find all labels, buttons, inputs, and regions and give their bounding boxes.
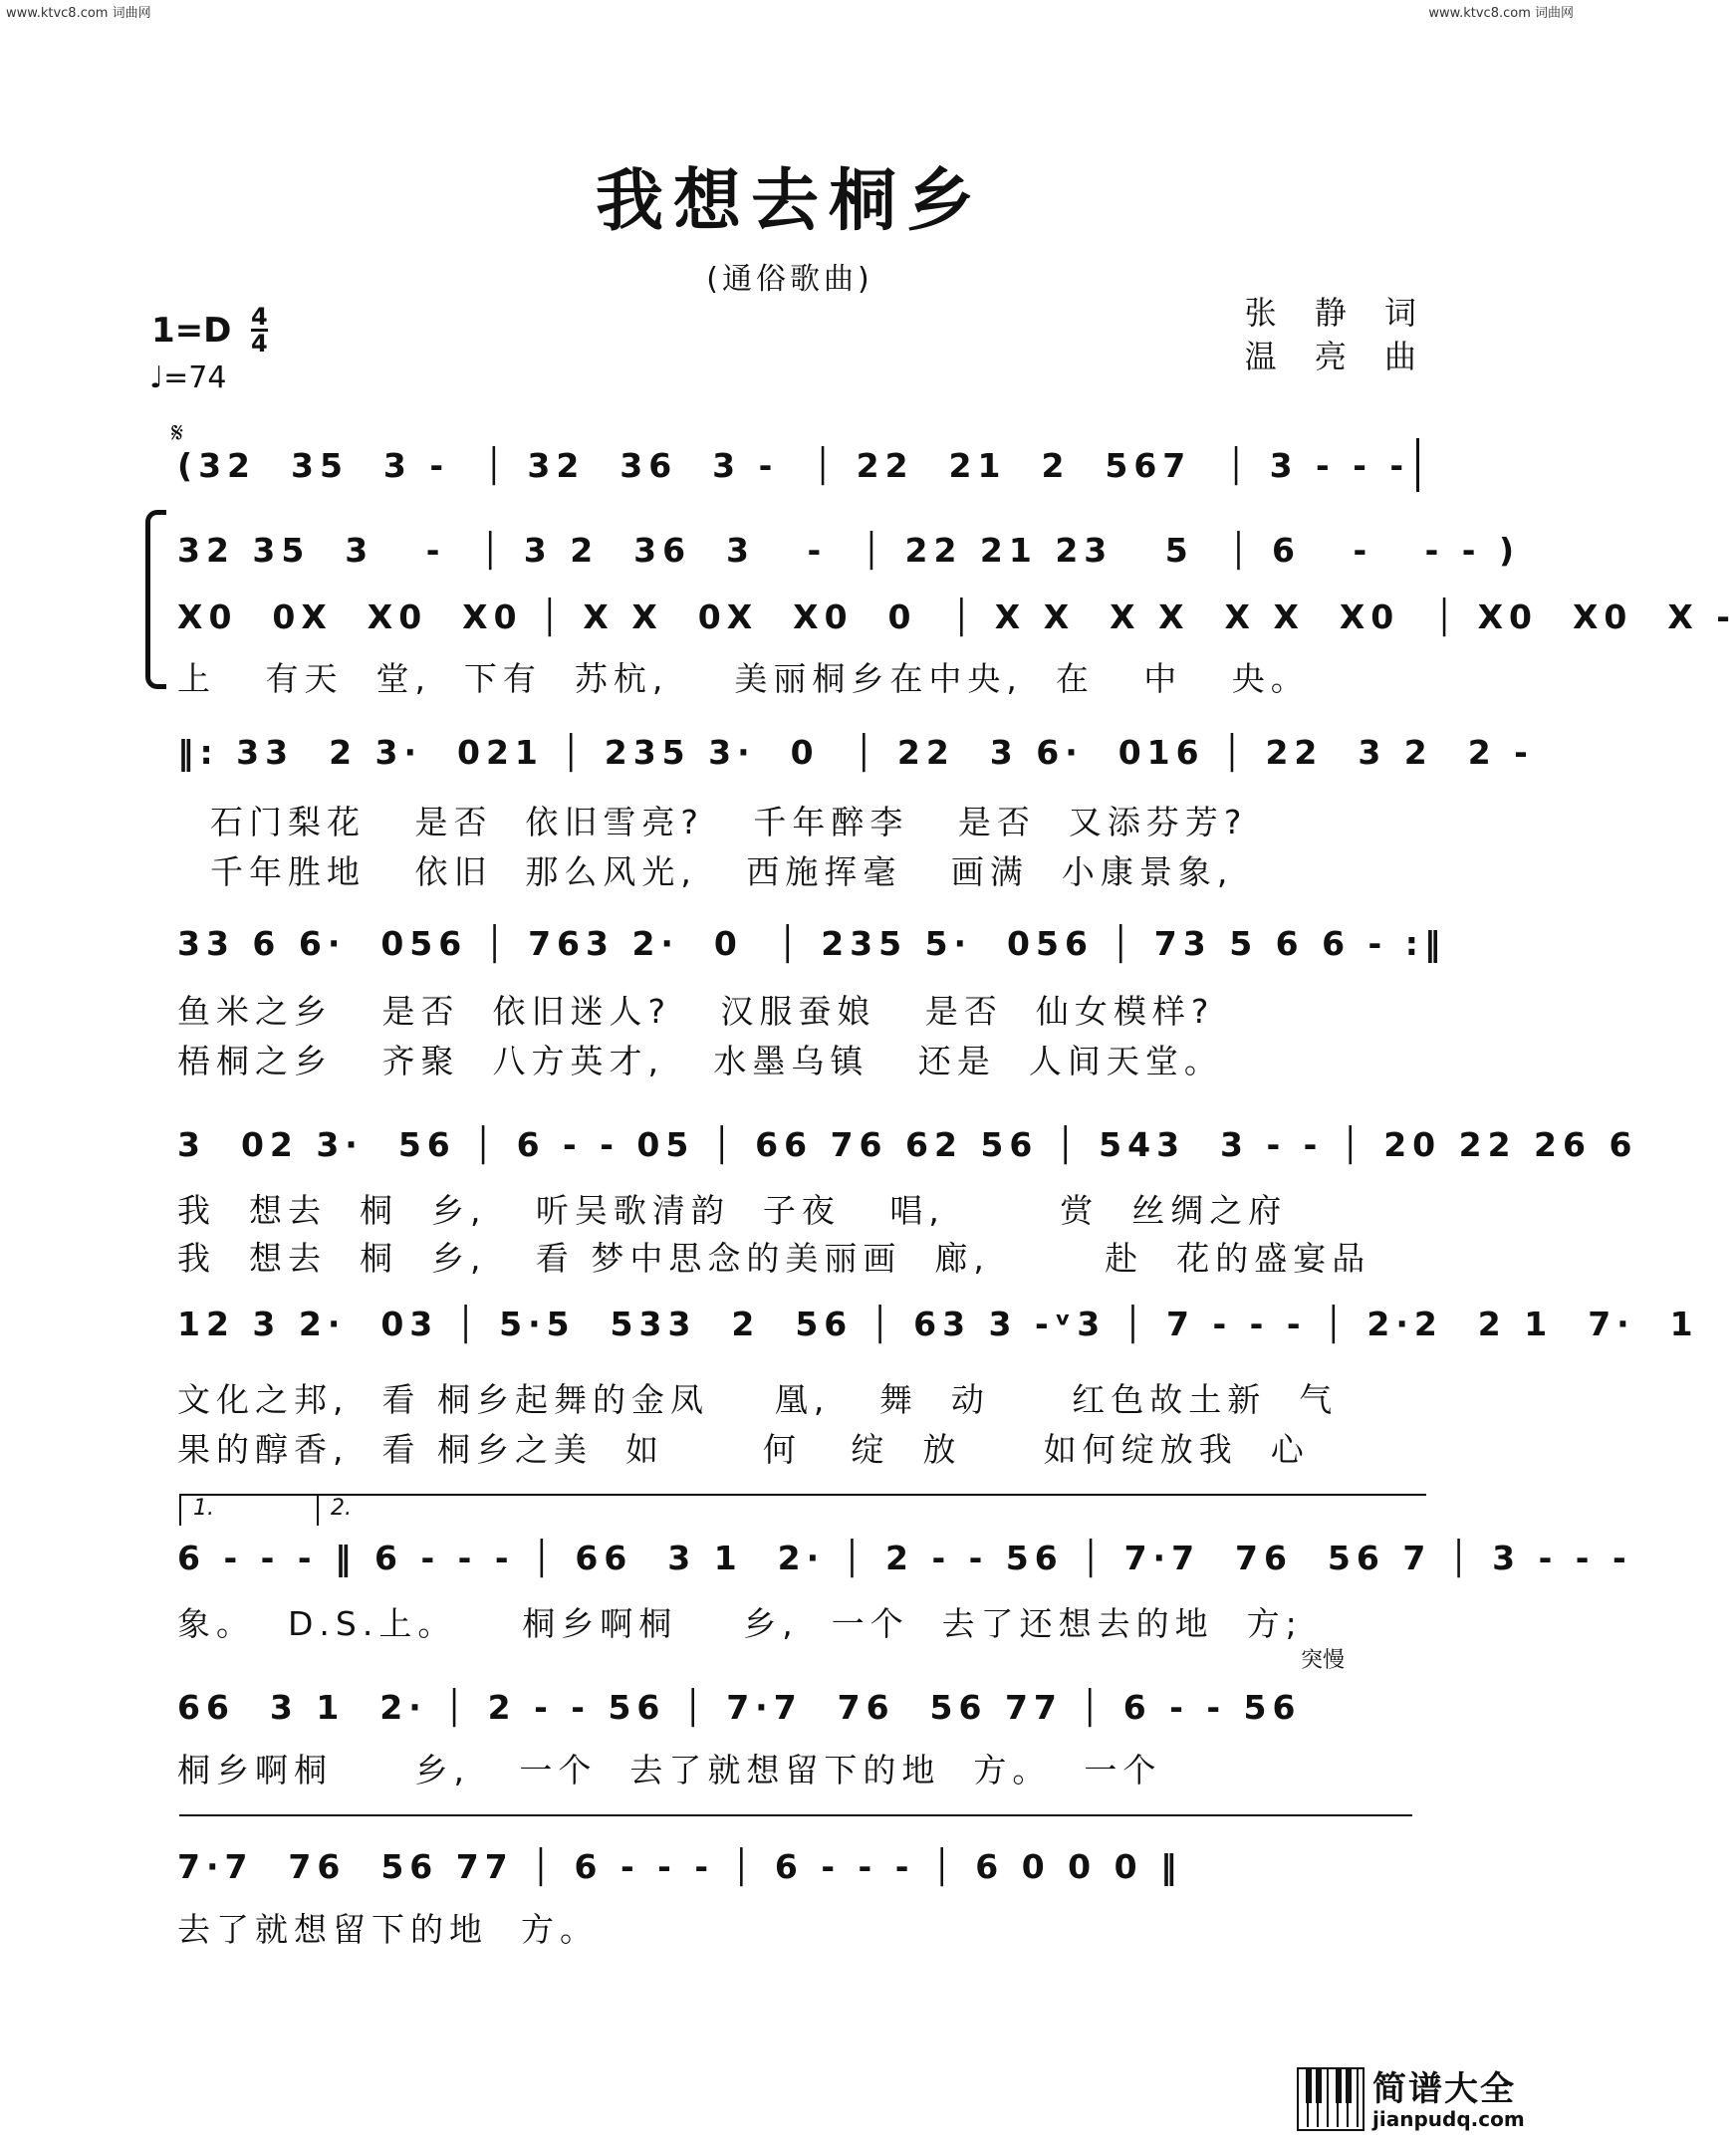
tempo-change-mark: 突慢	[1301, 1648, 1346, 1673]
score-line-2: 32 35 3 - │ 3 2 36 3 - │ 22 21 23 5 │ 6 - - - )	[177, 531, 1521, 570]
lyric-line-10: 去了就想留下的地 方。	[177, 1910, 599, 1949]
key-signature: 1=D	[151, 311, 232, 351]
logo-text: 简谱大全	[1372, 2069, 1516, 2109]
score-line-8: 6 - - - ‖ 6 - - - │ 66 3 1 2· │ 2 - - 56 │ 7·7 76 56 7 │ 3 - - -	[177, 1539, 1632, 1577]
lyric-line-8: 象。 D.S.上。 桐乡啊桐 乡, 一个 去了还想去的地 方;	[177, 1604, 1303, 1643]
lyricist: 张 静 词	[1244, 294, 1430, 332]
watermark-left: www.ktvc8.com 词曲网	[6, 6, 151, 21]
song-title: 我想去桐乡	[595, 161, 984, 241]
lyric-line-3: 上 有天 堂, 下有 苏杭, 美丽桐乡在中央, 在 中 央。	[177, 659, 1310, 698]
site-logo	[1297, 2061, 1532, 2139]
lyric-line-7a: 文化之邦, 看 桐乡起舞的金凤 凰, 舞 动 红色故土新 气	[177, 1380, 1339, 1419]
composer: 温 亮 曲	[1244, 338, 1430, 375]
score-line-9: 66 3 1 2· │ 2 - - 56 │ 7·7 76 56 77 │ 6 - - 56	[177, 1688, 1302, 1727]
lyric-line-9: 桐乡啊桐 乡, 一个 去了就想留下的地 方。 一个	[177, 1751, 1162, 1789]
credits	[1245, 291, 1430, 378]
volta-2: 2.	[317, 1494, 1426, 1526]
segno-icon: 𝄋	[171, 416, 184, 449]
system-line	[179, 1814, 1412, 1816]
lyric-line-7b: 果的醇香, 看 桐乡之美 如 何 绽 放 如何绽放我 心	[177, 1430, 1310, 1469]
score-line-4: ‖: 33 2 3· 021 │ 235 3· 0 │ 22 3 6· 016 │ 22 3 2 2 -	[177, 733, 1534, 772]
tempo-mark: ♩=74	[149, 360, 227, 395]
time-signature	[251, 305, 268, 356]
lyric-line-6b: 我 想去 桐 乡, 看 梦中思念的美丽画 廊, 赴 花的盛宴品	[177, 1239, 1371, 1278]
song-subtitle: (通俗歌曲)	[706, 262, 873, 297]
time-top: 4	[251, 303, 268, 331]
score-line-5: 33 6 6· 056 │ 763 2· 0 │ 235 5· 056 │ 73 5 6 6 - :‖	[177, 924, 1447, 963]
system-brace	[145, 510, 166, 689]
barline	[1416, 438, 1419, 492]
time-bottom: 4	[251, 330, 268, 358]
score-line-7: 12 3 2· 03 │ 5·5 533 2 56 │ 63 3 -ᵛ3 │ 7 - - - │ 2·2 2 1 7· 1	[177, 1305, 1699, 1343]
score-line-10: 7·7 76 56 77 │ 6 - - - │ 6 - - - │ 6 0 0 0 ‖	[177, 1847, 1183, 1886]
score-line-6: 3 02 3· 56 │ 6 - - 05 │ 66 76 62 56 │ 543 3 - - │ 20 22 26 6	[177, 1125, 1638, 1164]
lyric-line-5a: 鱼米之乡 是否 依旧迷人? 汉服蚕娘 是否 仙女模样?	[177, 992, 1215, 1031]
score-line-1: (32 35 3 - │ 32 36 3 - │ 22 21 2 567 │ 3 - - -	[177, 446, 1410, 485]
lyric-line-4b: 千年胜地 依旧 那么风光, 西施挥毫 画满 小康景象,	[177, 852, 1234, 891]
lyric-line-5b: 梧桐之乡 齐聚 八方英才, 水墨乌镇 还是 人间天堂。	[177, 1042, 1223, 1080]
watermark-right: www.ktvc8.com 词曲网	[1428, 6, 1574, 21]
logo-url: jianpudq.com	[1372, 2107, 1525, 2131]
lyric-line-4a: 石门梨花 是否 依旧雪亮? 千年醉李 是否 又添芬芳?	[177, 803, 1248, 841]
lyric-line-6a: 我 想去 桐 乡, 听吴歌清韵 子夜 唱, 赏 丝绸之府	[177, 1191, 1288, 1230]
piano-icon	[1297, 2067, 1364, 2131]
score-line-3: X0 0X X0 X0 │ X X 0X X0 0 │ X X X X X X X0 │ X0 X0 X -	[177, 597, 1736, 636]
volta-1: 1.	[179, 1494, 323, 1526]
